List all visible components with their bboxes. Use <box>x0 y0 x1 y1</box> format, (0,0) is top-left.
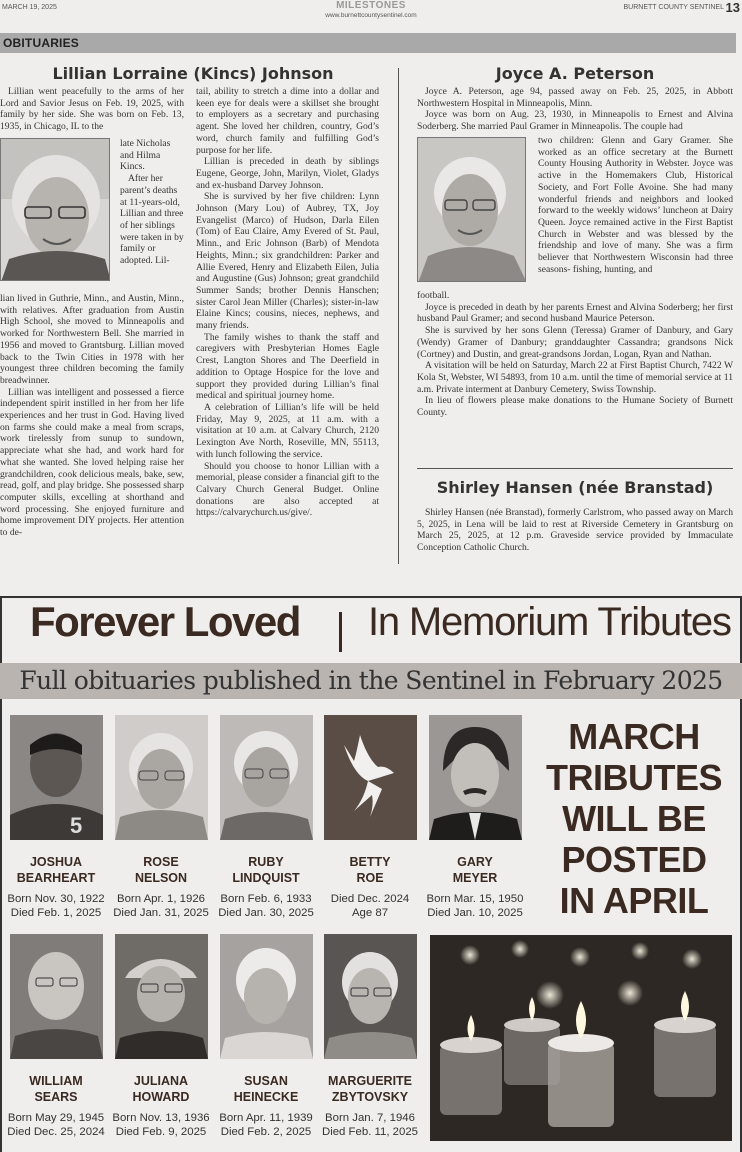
obit-johnson-col1-bottom <box>0 293 184 539</box>
obit-peterson-p3: Joyce is preceded in death by her parents Ernest and Alvina Soderberg; her first husband Paul Gramer; and second husband Maurice Peterson. <box>417 301 733 325</box>
photo-betty-roe-dove <box>324 715 417 840</box>
page-number: 13 <box>725 0 740 15</box>
obit-johnson-p7: The family wishes to thank the staff and caregivers with Presbyterian Homes Eagle Crest, Langton Shores and The Deerfield in addition to Optage Hospice for the love and support they provided during Lillian’s final medical and spiritual journey home. <box>196 331 379 402</box>
photo-gary-meyer <box>429 715 522 840</box>
tribute-name-7: JULIANA HOWARD <box>132 1074 190 1104</box>
portrait-image <box>418 138 526 282</box>
tributes-band <box>0 663 742 699</box>
obit-johnson-wrap <box>120 138 184 267</box>
obit-peterson-p5: A visitation will be held on Saturday, March 22 at First Baptist Church, 7422 W Kola St, Webster, WI 54893, from 10 a.m. until the time of memorial service at 11 a.m. Private interment at Danbury Cemetery, Swiss Township. <box>417 360 733 395</box>
portrait-image <box>1 139 110 281</box>
obit-johnson-col2 <box>196 86 379 519</box>
photo-susan-heinecke <box>220 934 313 1059</box>
obituaries-label: OBITUARIES <box>3 36 80 50</box>
section-name: MILESTONES <box>336 0 406 11</box>
page-header <box>0 0 742 22</box>
obit-peterson-p1: Joyce A. Peterson, age 94, passed away on Feb. 25, 2025, in Abbott Northwestern Hospital in Minneapolis, Minn. <box>417 86 733 109</box>
obit-name-hansen: Shirley Hansen (née Branstad) <box>436 478 714 497</box>
obit-hansen <box>417 507 733 554</box>
obit-peterson-wrap <box>538 135 733 275</box>
obit-johnson-p8: A celebration of Lillian’s life will be held Friday, May 9, 2025, at 11 a.m. with a visitation at 10 a.m. at Calvary Church, 2120 Lexington Ave North, Roseville, MN, 55113, with lunch following the service. <box>196 401 379 460</box>
photo-joshua-bearheart <box>10 715 103 840</box>
obit-johnson-p4: tail, ability to stretch a dime into a dollar and keen eye for deals were a skillset she brought to employers as a secretary and purchasing agent. She loved her children, country, God’s word, church family and fulfilling God’s purpose for her life. <box>196 86 379 156</box>
tribute-dates-1: Born Nov. 30, 1922 Died Feb. 1, 2025 <box>7 893 105 919</box>
photo-ruby-lindquist <box>220 715 313 840</box>
tribute-name-9: MARGUERITE ZBYTOVSKY <box>327 1074 413 1104</box>
obit-name-peterson: Joyce A. Peterson <box>495 64 655 83</box>
obit-name-johnson: Lillian Lorraine (Kincs) Johnson <box>52 64 334 83</box>
website-link[interactable]: www.burnettcountysentinel.com <box>325 12 417 19</box>
obit-peterson-top <box>417 86 733 133</box>
issue-date: MARCH 19, 2025 <box>2 4 57 11</box>
paper-name: BURNETT COUNTY SENTINEL <box>623 4 724 11</box>
tribute-dates-9: Born Jan. 7, 1946 Died Feb. 11, 2025 <box>321 1112 419 1138</box>
photo-william-sears <box>10 934 103 1059</box>
tribute-name-1: JOSHUA BEARHEART <box>16 855 96 885</box>
march-tributes-notice: MARCH TRIBUTES WILL BE POSTED IN APRIL <box>546 716 722 921</box>
tribute-dates-3: Born Feb. 6, 1933 Died Jan. 30, 2025 <box>218 893 314 919</box>
photo-rose-nelson <box>115 715 208 840</box>
tribute-dates-2: Born Apr. 1, 1926 Died Jan. 31, 2025 <box>113 893 209 919</box>
photo-lillian-johnson <box>0 138 110 281</box>
obit-peterson-bottom <box>417 290 733 419</box>
photo-marguerite-zbytovsky <box>324 934 417 1059</box>
tribute-name-2: ROSE NELSON <box>134 855 188 885</box>
obituaries-banner <box>0 33 736 53</box>
obit-johnson-p2-rest: lian lived in Guthrie, Minn., and Austin, Minn., with relatives. After graduation from Austin High School, she moved to Minneapolis and worked for Northwestern Bell. She married in 1956 and moved to Grantsburg. Lillian moved back to the Twin Cities in 1978 with her youngest three children becoming the family breadwinner. <box>0 293 184 386</box>
tributes-band-text: Full obituaries published in the Sentinel in February 2025 <box>19 666 723 695</box>
title-separator <box>339 612 342 652</box>
tribute-name-6: WILLIAM SEARS <box>29 1074 83 1104</box>
tribute-dates-5: Born Mar. 15, 1950 Died Jan. 10, 2025 <box>426 893 524 919</box>
obit-johnson-p5: Lillian is preceded in death by siblings Eugene, George, John, Marilyn, Violet, Gladys and ex-husband Darvey Johnson. <box>196 156 379 191</box>
tribute-name-3: RUBY LINDQUIST <box>232 855 300 885</box>
obit-divider <box>417 468 733 469</box>
obit-johnson-p1-wrap: late Nicholas and Hilma Kincs. <box>120 138 171 173</box>
obit-johnson-p2-wrap: After her parent’s deaths at 11-years-old, Lillian and three of her siblings were taken in by family or adopted. Lil- <box>120 173 184 267</box>
obit-johnson-p9: Should you choose to honor Lillian with a memorial, please consider a financial gift to the Calvary Church General Budget. Online donations are also accepted at https://calvarychurch.us/give/. <box>196 460 379 519</box>
tributes-title: Forever Loved <box>30 598 300 645</box>
obit-hansen-p1: Shirley Hansen (née Branstad), formerly Carlstrom, who passed away on March 5, 2025, in Lena will be laid to rest at Riverside Cemetery in Grantsburg on March 25, 2025, at 12 p.m. Graveside service provided by Immaculate Conception Catholic Church. <box>417 507 733 554</box>
obit-johnson-p3: Lillian was intelligent and possessed a fierce independent spirit instilled in her from her life experiences and her trust in God. Having lived on farms she could make a meal from scraps, work tirelessly from sunup to sundown, appreciate what she had, and work hard for what she wanted. She loved helping raise her grandchildren, cook delicious meals, bake, sew, read, golf, and play bridge. She possessed sharp computer skills, excelling at shorthand and word processing. She enjoyed furniture and home improvement DIY projects. Her attention to de- <box>0 386 184 539</box>
tributes-subtitle: In Memorium Tributes <box>368 600 731 644</box>
obit-johnson-p6: She is survived by her five children: Lynn Johnson (Mary Lou) of Aubrey, TX, Joy Evangelist (Marco) of Hudson, Darla Eilen (Tom) of Eau Claire, Amy Evered of St. Paul, Minn., and Eric Johnson (Barb) of Mendota Heights, Minn.; six grandchildren: Parker and Allie Evered, Henry and Elizabeth Eilen, Julia and Augustine (Gus) Johnson; great grandchild Summer Sands; brother Dennis Hanschen; sister Carol Jean Miller (Charles); sister-in-law Elaine Kincs; cousins, nieces, nephews, and many friends. <box>196 191 379 332</box>
column-divider <box>398 68 399 564</box>
photo-joyce-peterson <box>417 137 526 282</box>
candle-icon <box>430 935 732 1141</box>
obit-peterson-p2-top: Joyce was born on Aug. 23, 1930, in Minneapolis to Ernest and Alvina Soderberg. She married Paul Gramer in Minneapolis. The couple had <box>417 109 733 133</box>
tribute-name-5: GARY MEYER <box>452 855 498 885</box>
obit-peterson-p2-end: football. <box>417 290 450 301</box>
tribute-name-4: BETTY ROE <box>349 855 391 885</box>
obit-peterson-p6: In lieu of flowers please make donations to the Humane Society of Burnett County. <box>417 395 733 419</box>
photo-juliana-howard <box>115 934 208 1059</box>
tribute-name-8: SUSAN HEINECKE <box>233 1074 299 1104</box>
svg-text:5: 5 <box>70 813 83 838</box>
obit-peterson-p2-wrap: two children: Glenn and Gary Gramer. She worked as an office secretary at the Burnett County Housing Authority in Webster. Joyce was active in the Homemakers Club, Historical Society, and Fort Folle Avoine. She had many wonderful friends and neighbors and looked forward to the weekly widows’ luncheon at Dairy Queen. Joyce remained active in the First Baptist Church in Webster and was blessed by the friendship and love of many. She was a firm believer that Northwestern Wisconsin had three seasons- fishing, hunting, and <box>538 135 733 275</box>
obit-johnson-col1-top <box>0 86 184 133</box>
tribute-dates-8: Born Apr. 11, 1939 Died Feb. 2, 2025 <box>219 1112 313 1138</box>
obit-peterson-p4: She is survived by her sons Glenn (Teressa) Gramer of Danbury, and Gary (Wendy) Gramer of Danbury; granddaughter Cassandra; grandsons Nick (Cortney) and Dustin, and great-grandsons Jordan, Logan, Ryan and Nathan. <box>417 325 733 360</box>
obit-johnson-p1: Lillian went peacefully to the arms of her Lord and Savior Jesus on Feb. 19, 2025, with family by her side. She was born on Feb. 13, 1935, in Chicago, IL to the <box>0 86 184 133</box>
candles-image <box>430 935 732 1141</box>
tribute-dates-7: Born Nov. 13, 1936 Died Feb. 9, 2025 <box>112 1112 210 1138</box>
tribute-dates-6: Born May 29, 1945 Died Dec. 25, 2024 <box>7 1112 105 1138</box>
tribute-dates-4: Died Dec. 2024 Age 87 <box>330 893 410 919</box>
